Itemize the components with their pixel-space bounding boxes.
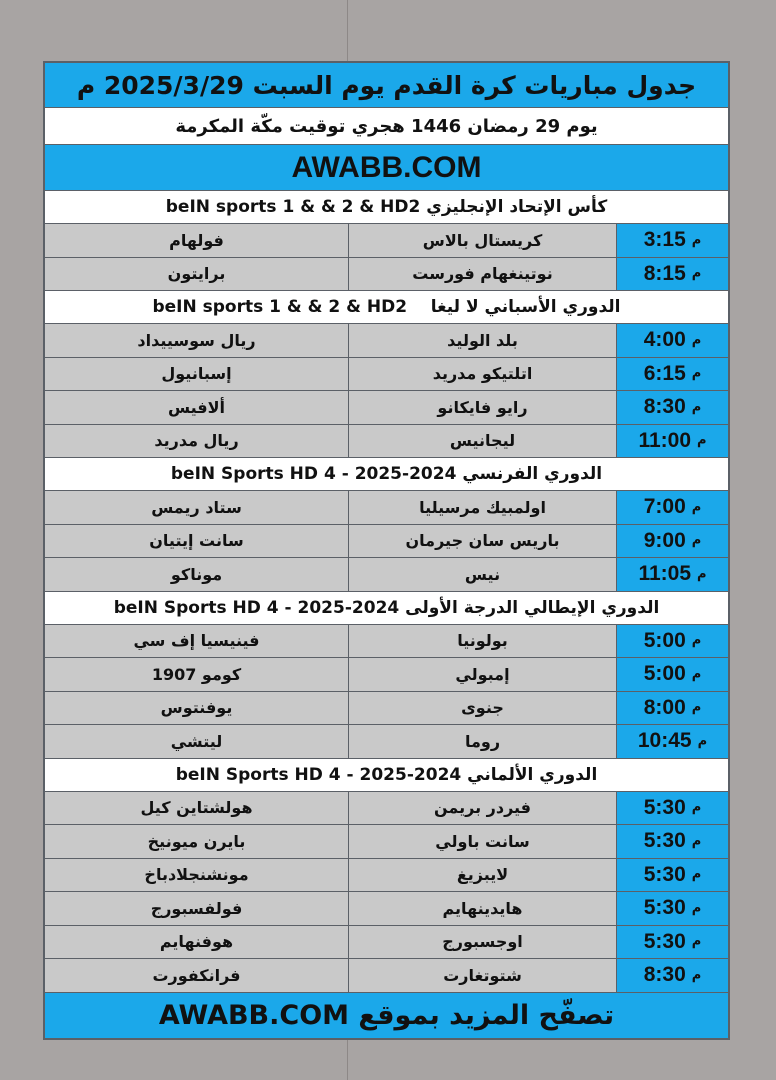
pm-suffix: م bbox=[691, 867, 702, 883]
kickoff-time: 5:00 bbox=[643, 662, 686, 686]
kickoff-time: 6:15 bbox=[643, 361, 686, 385]
home-team: هايدينهايم bbox=[349, 892, 617, 925]
kickoff-time-cell bbox=[617, 558, 728, 591]
away-team: ألافيس bbox=[45, 391, 349, 424]
pm-suffix: م bbox=[691, 499, 702, 515]
home-team: ليجانيس bbox=[349, 425, 617, 458]
match-row bbox=[45, 926, 728, 960]
match-row bbox=[45, 525, 728, 559]
kickoff-time: 11:00 bbox=[638, 428, 692, 452]
away-team: فرانكفورت bbox=[45, 959, 349, 992]
footer-text: تصفّح المزيد بموقع AWABB.COM bbox=[158, 999, 615, 1031]
footer-row bbox=[45, 993, 728, 1038]
hijri-date-row bbox=[45, 108, 728, 145]
league-name: الدوري الفرنسي 2024-2025 - beIN Sports HD 4 bbox=[170, 464, 603, 484]
kickoff-time: 9:00 bbox=[643, 528, 686, 552]
site-banner-row bbox=[45, 145, 728, 191]
kickoff-time: 10:45 bbox=[637, 729, 692, 753]
kickoff-time: 4:00 bbox=[643, 328, 686, 352]
away-team: ريال سوسييداد bbox=[45, 324, 349, 357]
match-row bbox=[45, 425, 728, 459]
kickoff-time-cell bbox=[617, 926, 728, 959]
hijri-date: يوم 29 رمضان 1446 هجري توقيت مكّة المكرمة bbox=[175, 115, 598, 137]
kickoff-time: 3:15 bbox=[643, 228, 686, 252]
match-row bbox=[45, 825, 728, 859]
league-name: الدوري الأسباني لا ليغا beIN sports 1 & & 2 & HD2 bbox=[152, 297, 621, 317]
match-row bbox=[45, 959, 728, 993]
match-row bbox=[45, 892, 728, 926]
league-header-row bbox=[45, 191, 728, 224]
pm-suffix: م bbox=[697, 433, 707, 449]
home-team: فيردر بريمن bbox=[349, 792, 617, 825]
kickoff-time: 7:00 bbox=[643, 495, 686, 519]
away-team: فينيسيا إف سي bbox=[45, 625, 349, 658]
match-row bbox=[45, 859, 728, 893]
away-team: ريال مدريد bbox=[45, 425, 349, 458]
match-row bbox=[45, 625, 728, 659]
kickoff-time-cell bbox=[617, 324, 728, 357]
match-row bbox=[45, 692, 728, 726]
home-team: اتلتيكو مدريد bbox=[349, 358, 617, 391]
away-team: سانت إيتيان bbox=[45, 525, 349, 558]
site-name: AWABB.COM bbox=[291, 150, 482, 184]
league-header-row bbox=[45, 592, 728, 625]
pm-suffix: م bbox=[691, 332, 702, 348]
away-team: فولفسبورج bbox=[45, 892, 349, 925]
match-row bbox=[45, 258, 728, 292]
league-name: كأس الإتحاد الإنجليزي beIN sports 1 & & 2 & HD2 bbox=[165, 197, 608, 217]
kickoff-time: 5:00 bbox=[643, 628, 686, 652]
kickoff-time-cell bbox=[617, 358, 728, 391]
pm-suffix: م bbox=[691, 700, 702, 716]
league-header-row bbox=[45, 458, 728, 491]
home-team: باريس سان جيرمان bbox=[349, 525, 617, 558]
away-team: ليتشي bbox=[45, 725, 349, 758]
league-header-row bbox=[45, 291, 728, 324]
kickoff-time: 11:05 bbox=[638, 562, 692, 586]
match-row bbox=[45, 658, 728, 692]
home-team: إمبولي bbox=[349, 658, 617, 691]
pm-suffix: م bbox=[691, 533, 702, 549]
schedule-title-row bbox=[45, 63, 728, 108]
match-row bbox=[45, 558, 728, 592]
kickoff-time-cell bbox=[617, 391, 728, 424]
pm-suffix: م bbox=[691, 900, 702, 916]
match-row bbox=[45, 491, 728, 525]
home-team: نيس bbox=[349, 558, 617, 591]
league-name: الدوري الألماني 2024-2025 - beIN Sports HD 4 bbox=[175, 764, 598, 785]
away-team: برايتون bbox=[45, 258, 349, 291]
pm-suffix: م bbox=[691, 366, 702, 382]
home-team: رايو فايكانو bbox=[349, 391, 617, 424]
kickoff-time-cell bbox=[617, 491, 728, 524]
kickoff-time-cell bbox=[617, 959, 728, 992]
kickoff-time-cell bbox=[617, 425, 728, 458]
away-team: ستاد ريمس bbox=[45, 491, 349, 524]
away-team: كومو 1907 bbox=[45, 658, 349, 691]
home-team: جنوى bbox=[349, 692, 617, 725]
pm-suffix: م bbox=[691, 633, 702, 649]
kickoff-time: 8:30 bbox=[643, 395, 686, 419]
match-row bbox=[45, 725, 728, 759]
kickoff-time-cell bbox=[617, 692, 728, 725]
kickoff-time: 8:00 bbox=[643, 695, 686, 719]
away-team: بايرن ميونيخ bbox=[45, 825, 349, 858]
kickoff-time: 5:30 bbox=[643, 829, 686, 853]
kickoff-time-cell bbox=[617, 725, 728, 758]
kickoff-time-cell bbox=[617, 859, 728, 892]
match-row bbox=[45, 792, 728, 826]
kickoff-time-cell bbox=[617, 525, 728, 558]
home-team: نوتينغهام فورست bbox=[349, 258, 617, 291]
home-team: روما bbox=[349, 725, 617, 758]
pm-suffix: م bbox=[691, 399, 702, 415]
pm-suffix: م bbox=[691, 800, 702, 816]
kickoff-time-cell bbox=[617, 658, 728, 691]
away-team: مونشنجلادباخ bbox=[45, 859, 349, 892]
match-row bbox=[45, 324, 728, 358]
away-team: هوفنهايم bbox=[45, 926, 349, 959]
pm-suffix: م bbox=[697, 733, 708, 749]
away-team: فولهام bbox=[45, 224, 349, 257]
away-team: موناكو bbox=[45, 558, 349, 591]
home-team: اولمبيك مرسيليا bbox=[349, 491, 617, 524]
kickoff-time-cell bbox=[617, 625, 728, 658]
match-row bbox=[45, 224, 728, 258]
away-team: يوفنتوس bbox=[45, 692, 349, 725]
kickoff-time-cell bbox=[617, 258, 728, 291]
home-team: شتوتغارت bbox=[349, 959, 617, 992]
home-team: سانت باولي bbox=[349, 825, 617, 858]
pm-suffix: م bbox=[697, 566, 707, 582]
home-team: لايبزيغ bbox=[349, 859, 617, 892]
kickoff-time: 5:30 bbox=[643, 862, 686, 886]
kickoff-time: 5:30 bbox=[643, 929, 686, 953]
league-name: الدوري الإيطالي الدرجة الأولى 2024-2025 - beIN Sports HD 4 bbox=[113, 597, 660, 618]
match-schedule-table bbox=[43, 61, 730, 1040]
kickoff-time: 5:30 bbox=[643, 896, 686, 920]
home-team: بولونيا bbox=[349, 625, 617, 658]
pm-suffix: م bbox=[691, 967, 702, 983]
pm-suffix: م bbox=[691, 232, 702, 248]
home-team: كريستال بالاس bbox=[349, 224, 617, 257]
kickoff-time-cell bbox=[617, 825, 728, 858]
away-team: هولشتاين كيل bbox=[45, 792, 349, 825]
pm-suffix: م bbox=[691, 266, 702, 282]
pm-suffix: م bbox=[691, 666, 702, 682]
league-header-row bbox=[45, 759, 728, 792]
kickoff-time: 8:15 bbox=[643, 261, 686, 285]
home-team: اوجسبورج bbox=[349, 926, 617, 959]
kickoff-time-cell bbox=[617, 792, 728, 825]
schedule-title: جدول مباريات كرة القدم يوم السبت 2025/3/29 م bbox=[76, 70, 697, 100]
kickoff-time: 8:30 bbox=[643, 963, 686, 987]
pm-suffix: م bbox=[691, 934, 702, 950]
match-row bbox=[45, 358, 728, 392]
kickoff-time-cell bbox=[617, 224, 728, 257]
away-team: إسبانيول bbox=[45, 358, 349, 391]
pm-suffix: م bbox=[691, 833, 702, 849]
home-team: بلد الوليد bbox=[349, 324, 617, 357]
kickoff-time-cell bbox=[617, 892, 728, 925]
match-row bbox=[45, 391, 728, 425]
kickoff-time: 5:30 bbox=[643, 795, 686, 819]
